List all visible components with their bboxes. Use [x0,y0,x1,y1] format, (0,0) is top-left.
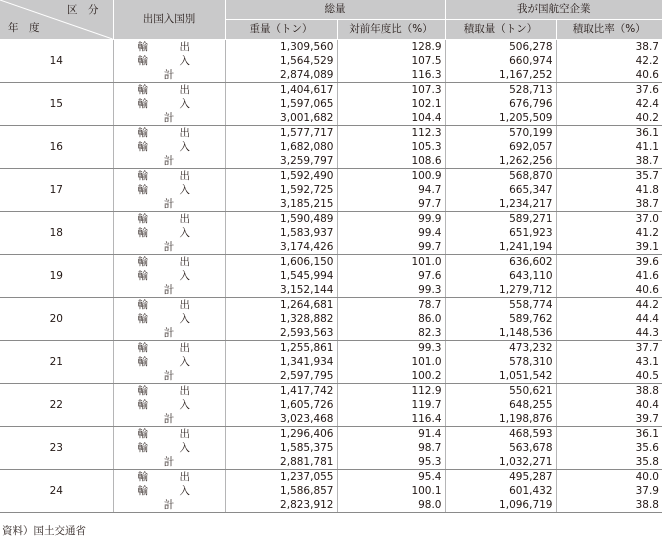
value-cell: 112.9 [337,384,445,399]
value-cell: 1,328,882 [225,312,337,326]
value-cell: 116.4 [337,412,445,427]
value-cell: 1,545,994 [225,269,337,283]
table-body [0,40,662,513]
value-cell: 1,309,560 [225,40,337,55]
year-cell: 19 [0,255,113,298]
value-cell: 44.4 [635,312,659,325]
table-row [0,341,662,356]
value-cell: 2,593,563 [225,326,337,341]
value-cell: 1,592,490 [225,169,337,184]
table-row [0,427,662,442]
value-cell: 78.7 [337,298,445,313]
total-header: 総量 [225,0,445,20]
value-cell: 38.7 [635,40,659,53]
value-cell: 38.8 [556,498,662,513]
value-cell: 2,874,089 [225,68,337,83]
value-cell: 99.3 [337,341,445,356]
value-cell: 1,590,489 [225,212,337,227]
value-cell: 82.3 [337,326,445,341]
value-cell: 2,597,795 [225,369,337,384]
total-label: 計 [113,68,225,83]
table-row [0,212,662,227]
export-label: 輸 出 [113,427,225,442]
value-cell: 3,185,215 [225,197,337,212]
export-label: 輸 出 [113,255,225,270]
value-cell: 99.9 [337,212,445,227]
value-cell: 105.3 [337,140,445,154]
value-cell: 636,602 [445,255,556,270]
table-row [0,384,662,399]
value-cell: 100.9 [337,169,445,184]
year-cell: 22 [0,384,113,427]
value-cell: 506,278 [445,40,556,55]
value-cell: 1,606,150 [225,255,337,270]
total-label: 計 [113,369,225,384]
value-cell: 37.9 [635,484,659,497]
value-cell: 38.8 [635,384,659,397]
value-cell: 1,255,861 [225,341,337,356]
corner-header [0,0,113,40]
value-cell: 41.8 [635,183,659,196]
ratio-header: 積取比率（%） [556,20,662,40]
value-cell: 676,796 [445,97,556,111]
value-cell: 100.1 [337,484,445,498]
value-cell: 40.5 [556,369,662,384]
value-cell: 1,585,375 [225,441,337,455]
value-cell: 665,347 [445,183,556,197]
value-cell: 42.4 [635,97,659,110]
export-label: 輸 出 [113,298,225,313]
value-cell: 97.7 [337,197,445,212]
value-cell: 589,762 [445,312,556,326]
value-cell: 101.0 [337,355,445,369]
import-label: 輸 入 [113,183,225,197]
value-cell: 37.0 [635,212,659,225]
value-cell: 112.3 [337,126,445,141]
value-cell: 1,148,536 [445,326,556,341]
table-header [0,0,662,40]
value-cell: 1,264,681 [225,298,337,313]
total-label: 計 [113,326,225,341]
value-cell: 94.7 [337,183,445,197]
value-cell: 1,241,194 [445,240,556,255]
value-cell: 589,271 [445,212,556,227]
export-label: 輸 出 [113,470,225,485]
import-label: 輸 入 [113,97,225,111]
value-cell: 3,174,426 [225,240,337,255]
year-cell: 23 [0,427,113,470]
total-label: 計 [113,197,225,212]
total-label: 計 [113,412,225,427]
year-cell: 17 [0,169,113,212]
yoy-header: 対前年度比（%） [337,20,445,40]
io-header: 出国入国別 [113,0,225,40]
value-cell: 40.2 [556,111,662,126]
value-cell: 39.7 [556,412,662,427]
year-cell: 18 [0,212,113,255]
value-cell: 99.4 [337,226,445,240]
value-cell: 36.1 [635,427,659,440]
value-cell: 1,597,065 [225,97,337,111]
value-cell: 95.4 [337,470,445,485]
value-cell: 568,870 [445,169,556,184]
value-cell: 473,232 [445,341,556,356]
value-cell: 1,605,726 [225,398,337,412]
import-label: 輸 入 [113,226,225,240]
total-label: 計 [113,455,225,470]
value-cell: 1,262,256 [445,154,556,169]
category-label: 区 分 [67,4,99,16]
value-cell: 1,682,080 [225,140,337,154]
value-cell: 116.3 [337,68,445,83]
value-cell: 558,774 [445,298,556,313]
table-row [0,40,662,55]
value-cell: 1,279,712 [445,283,556,298]
export-label: 輸 出 [113,40,225,55]
value-cell: 35.7 [635,169,659,182]
table-row [0,255,662,270]
value-cell: 38.7 [556,154,662,169]
value-cell: 643,110 [445,269,556,283]
import-label: 輸 入 [113,140,225,154]
value-cell: 1,404,617 [225,83,337,98]
value-cell: 1,296,406 [225,427,337,442]
value-cell: 40.0 [635,470,659,483]
value-cell: 98.0 [337,498,445,513]
value-cell: 102.1 [337,97,445,111]
table-row [0,83,662,98]
value-cell: 3,259,797 [225,154,337,169]
jweight-header: 積取量（トン） [445,20,556,40]
value-cell: 107.5 [337,54,445,68]
total-label: 計 [113,240,225,255]
table-row [0,298,662,313]
value-cell: 601,432 [445,484,556,498]
year-cell: 21 [0,341,113,384]
value-cell: 1,341,934 [225,355,337,369]
value-cell: 2,823,912 [225,498,337,513]
value-cell: 40.6 [556,68,662,83]
value-cell: 1,586,857 [225,484,337,498]
total-label: 計 [113,154,225,169]
value-cell: 86.0 [337,312,445,326]
value-cell: 3,023,468 [225,412,337,427]
value-cell: 578,310 [445,355,556,369]
export-label: 輸 出 [113,341,225,356]
value-cell: 1,234,217 [445,197,556,212]
value-cell: 1,205,509 [445,111,556,126]
value-cell: 1,583,937 [225,226,337,240]
total-label: 計 [113,111,225,126]
value-cell: 104.4 [337,111,445,126]
value-cell: 651,923 [445,226,556,240]
import-label: 輸 入 [113,269,225,283]
export-label: 輸 出 [113,83,225,98]
value-cell: 39.6 [635,255,659,268]
value-cell: 1,096,719 [445,498,556,513]
value-cell: 35.8 [556,455,662,470]
weight-header: 重量（トン） [225,20,337,40]
value-cell: 107.3 [337,83,445,98]
value-cell: 36.1 [635,126,659,139]
value-cell: 42.2 [635,54,659,67]
value-cell: 41.6 [635,269,659,282]
value-cell: 3,152,144 [225,283,337,298]
import-label: 輸 入 [113,441,225,455]
value-cell: 570,199 [445,126,556,141]
value-cell: 495,287 [445,470,556,485]
value-cell: 550,621 [445,384,556,399]
value-cell: 99.7 [337,240,445,255]
value-cell: 1,051,542 [445,369,556,384]
value-cell: 41.2 [635,226,659,239]
value-cell: 37.6 [635,83,659,96]
value-cell: 2,881,781 [225,455,337,470]
value-cell: 40.4 [635,398,659,411]
value-cell: 38.7 [556,197,662,212]
import-label: 輸 入 [113,54,225,68]
value-cell: 1,564,529 [225,54,337,68]
import-label: 輸 入 [113,484,225,498]
value-cell: 43.1 [635,355,659,368]
value-cell: 44.2 [635,298,659,311]
value-cell: 40.6 [556,283,662,298]
import-label: 輸 入 [113,312,225,326]
value-cell: 99.3 [337,283,445,298]
value-cell: 1,198,876 [445,412,556,427]
value-cell: 1,417,742 [225,384,337,399]
table-row [0,126,662,141]
value-cell: 98.7 [337,441,445,455]
value-cell: 41.1 [635,140,659,153]
value-cell: 1,237,055 [225,470,337,485]
year-cell: 24 [0,470,113,513]
value-cell: 108.6 [337,154,445,169]
value-cell: 119.7 [337,398,445,412]
value-cell: 1,577,717 [225,126,337,141]
table-row [0,169,662,184]
value-cell: 95.3 [337,455,445,470]
export-label: 輸 出 [113,126,225,141]
value-cell: 563,678 [445,441,556,455]
year-cell: 14 [0,40,113,83]
value-cell: 468,593 [445,427,556,442]
value-cell: 44.3 [556,326,662,341]
value-cell: 101.0 [337,255,445,270]
value-cell: 1,592,725 [225,183,337,197]
import-label: 輸 入 [113,355,225,369]
value-cell: 39.1 [556,240,662,255]
value-cell: 660,974 [445,54,556,68]
year-cell: 20 [0,298,113,341]
value-cell: 128.9 [337,40,445,55]
source-note: 資料）国土交通省 [2,525,86,537]
value-cell: 1,167,252 [445,68,556,83]
value-cell: 97.6 [337,269,445,283]
total-label: 計 [113,283,225,298]
value-cell: 1,032,271 [445,455,556,470]
value-cell: 692,057 [445,140,556,154]
year-label: 年 度 [8,22,40,34]
total-label: 計 [113,498,225,513]
table-row [0,470,662,485]
value-cell: 528,713 [445,83,556,98]
year-cell: 16 [0,126,113,169]
value-cell: 35.6 [635,441,659,454]
value-cell: 37.7 [635,341,659,354]
value-cell: 100.2 [337,369,445,384]
value-cell: 91.4 [337,427,445,442]
japan-header: 我が国航空企業 [445,0,662,20]
import-label: 輸 入 [113,398,225,412]
export-label: 輸 出 [113,212,225,227]
year-cell: 15 [0,83,113,126]
export-label: 輸 出 [113,384,225,399]
export-label: 輸 出 [113,169,225,184]
value-cell: 648,255 [445,398,556,412]
value-cell: 3,001,682 [225,111,337,126]
